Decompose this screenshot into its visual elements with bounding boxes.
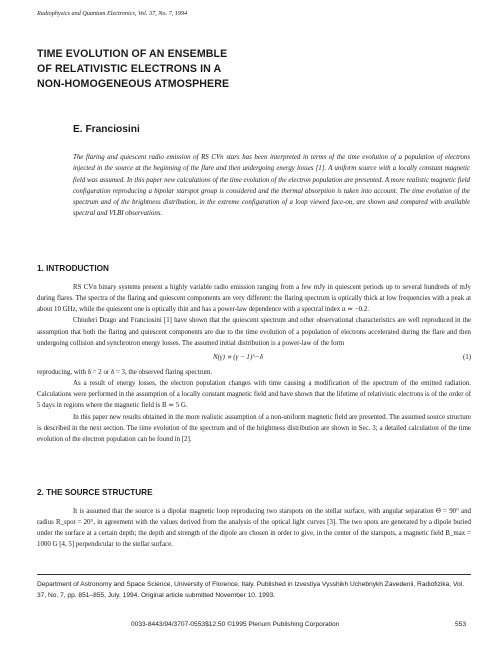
paragraph: It is assumed that the source is a dipolar magnetic loop reproducing two starspots on the stellar surface, with angular separation Θ = 90° and radius R_spot = 20°, in agreement with the values derived from the analysis of the optical light curves [3]. The two spots are generated by a dipole buried under the surface at a certain depth; the depth and strength of the dipole are chosen in order to give, in the center of the starspots, a magnetic field B_max = 1000 G [4, 5] perpendicular to the stellar surface. bbox=[37, 508, 471, 549]
journal-header: Radiophysics and Quantum Electronics, Vol. 37, No. 7, 1994 bbox=[37, 10, 188, 17]
abstract: The flaring and quiescent radio emission of RS CVn stars has been interpreted in terms of the time evolution of a population of electrons injected in the source at the beginning of the flare and then undergoing energy losses [1]. A uniform source with a locally constant magnetic field was assumed. In this paper new calculations of the time evolution of the electron population are presented. A more realistic magnetic field configuration reproducing a bipolar starspot group is considered and the thermal absorption is taken into account. The time evolution of the spectrum and of the brightness distribution, in the extreme configuration of a loop viewed face-on, are shown and compared with available spectral and VLBI observations. bbox=[73, 154, 470, 218]
title-line: OF RELATIVISTIC ELECTRONS IN A bbox=[37, 63, 222, 75]
section-heading-source-structure: 2. THE SOURCE STRUCTURE bbox=[37, 488, 153, 497]
paragraph: RS CVn binary systems present a highly variable radio emission ranging from a few mJy in quiescent periods up to several hundreds of mJy during flares. The spectra of the flaring and quiescent components are very different: the flaring spectrum is optically thick at low frequencies with a peak at about 10 GHz, while the quiescent one is optically thin and has a power-law dependence with a spectral index α ≃ −0.2. bbox=[37, 284, 471, 314]
footnote: Department of Astronomy and Space Science, University of Florence, Italy. Published in Izvestiya Vysshikh Uchebnykh Zavedenii, Radiofizika, Vol. 37, No. 7, pp. 851–855, July, 1994. Original article submitted November 10, 1993. bbox=[37, 581, 464, 599]
title-line: NON-HOMOGENEOUS ATMOSPHERE bbox=[37, 78, 230, 90]
equation-number: (1) bbox=[462, 353, 471, 361]
paper-title bbox=[37, 47, 397, 92]
author-name: E. Franciosini bbox=[73, 124, 140, 135]
equation: N(γ) ∝ (γ − 1)^−δ bbox=[213, 353, 263, 361]
footnote-divider bbox=[37, 574, 471, 575]
paragraph: Chiuderi Drago and Franciosini [1] have shown that the quiescent spectrum and other observational characteristics are well reproduced in the assumption that both the flaring and quiescent components are due to the time evolution of a population of electrons accelerated during the flare and then undergoing collision and synchrotron energy losses. The assumed initial distribution is a power-law of the form bbox=[37, 317, 471, 347]
copyright-line: 0033-8443/94/3707-0553$12.50 ©1995 Plenum Publishing Corporation bbox=[131, 621, 340, 628]
equation-block bbox=[37, 349, 471, 367]
section-body-introduction bbox=[37, 282, 471, 445]
section-heading-introduction: 1. INTRODUCTION bbox=[37, 264, 109, 273]
paragraph: reproducing, with δ = 2 or δ = 3, the observed flaring spectrum. bbox=[37, 368, 213, 376]
title-line: TIME EVOLUTION OF AN ENSEMBLE bbox=[37, 48, 228, 60]
paragraph: In this paper new results obtained in the more realistic assumption of a non-uniform magnetic field are presented. The assumed source structure is described in the next section. The time evolution of the spectrum and of the brightness distribution are shown in Sec. 3; a detailed calculation of the time evolution of the electron population can be found in [2]. bbox=[37, 413, 471, 443]
page-number: 553 bbox=[455, 621, 467, 628]
paragraph: As a result of energy losses, the electron population changes with time causing a modification of the spectrum of the emitted radiation. Calculations were performed in the assumption of a locally constant magnetic field and have shown that the lifetime of relativistic electrons is of the order of 5 days in regions where the magnetic field is B ≃ 5 G. bbox=[37, 380, 471, 410]
section-body-source-structure bbox=[37, 506, 471, 551]
